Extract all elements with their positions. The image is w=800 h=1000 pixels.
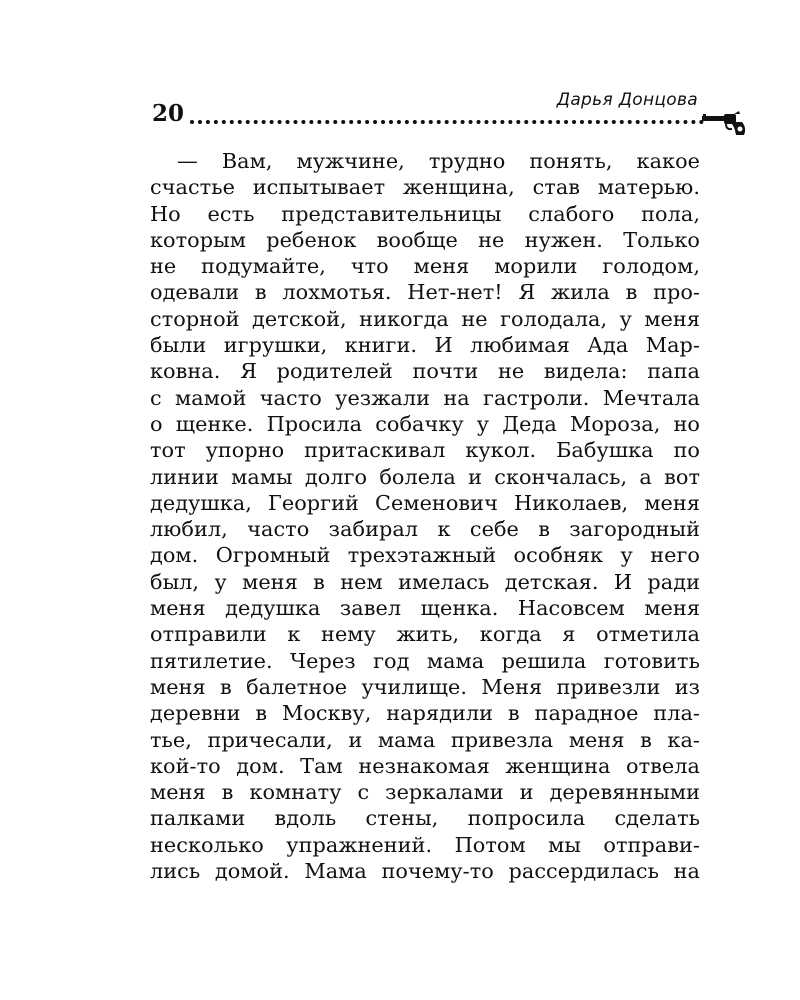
text-line: счастье испытывает женщина, став матерью. [150,175,700,200]
text-line: Но есть представительницы слабого пола, [150,201,700,226]
page-header [152,88,748,136]
text-line: любил, часто забирал к себе в загородный [150,517,700,542]
text-line: несколько упражнений. Потом мы отправи- [150,832,700,857]
text-line: кой-то дом. Там незнакомая женщина отвела [150,753,700,778]
text-line: были игрушки, книги. И любимая Ада Мар- [150,333,700,358]
text-line: отправили к нему жить, когда я отметила [150,622,700,647]
text-line: палками вдоль стены, попросила сделать [150,806,700,831]
running-head-author: Дарья Донцова [556,90,698,110]
text-line: лись домой. Мама почему-то рассердилась на [150,859,700,884]
page-number: 20 [152,100,185,127]
text-line: линии мамы долго болела и скончалась, а вот [150,464,700,489]
text-line: дом. Огромный трехэтажный особняк у него [150,543,700,568]
text-line: — Вам, мужчине, трудно понять, какое [177,149,700,173]
text-line: ковна. Я родителей почти не видела: папа [150,359,700,384]
body-text [150,148,700,884]
text-line: меня в комнату с зеркалами и деревянными [150,780,700,805]
text-line: которым ребенок вообще не нужен. Только [150,227,700,252]
dotted-rule [190,120,704,124]
text-line: деревни в Москву, нарядили в парадное пла- [150,701,700,726]
text-line: одевали в лохмотья. Нет-нет! Я жила в про- [150,280,700,305]
text-line: с мамой часто уезжали на гастроли. Мечтала [150,385,700,410]
text-line: тье, причесали, и мама привезла меня в ка- [150,727,700,752]
text-line: не подумайте, что меня морили голодом, [150,254,700,279]
text-line: дедушка, Георгий Семенович Николаев, меня [150,490,700,515]
text-line: тот упорно притаскивал кукол. Бабушка по [150,438,700,463]
text-line: о щенке. Просила собачку у Деда Мороза, но [150,411,700,436]
text-line: сторной детской, никогда не голодала, у меня [150,306,700,331]
text-line: меня в балетное училище. Меня привезли из [150,674,700,699]
text-line: пятилетие. Через год мама решила готовить [150,648,700,673]
text-line: меня дедушка завел щенка. Насовсем меня [150,596,700,621]
text-line: был, у меня в нем имелась детская. И ради [150,569,700,594]
revolver-icon [702,110,748,136]
